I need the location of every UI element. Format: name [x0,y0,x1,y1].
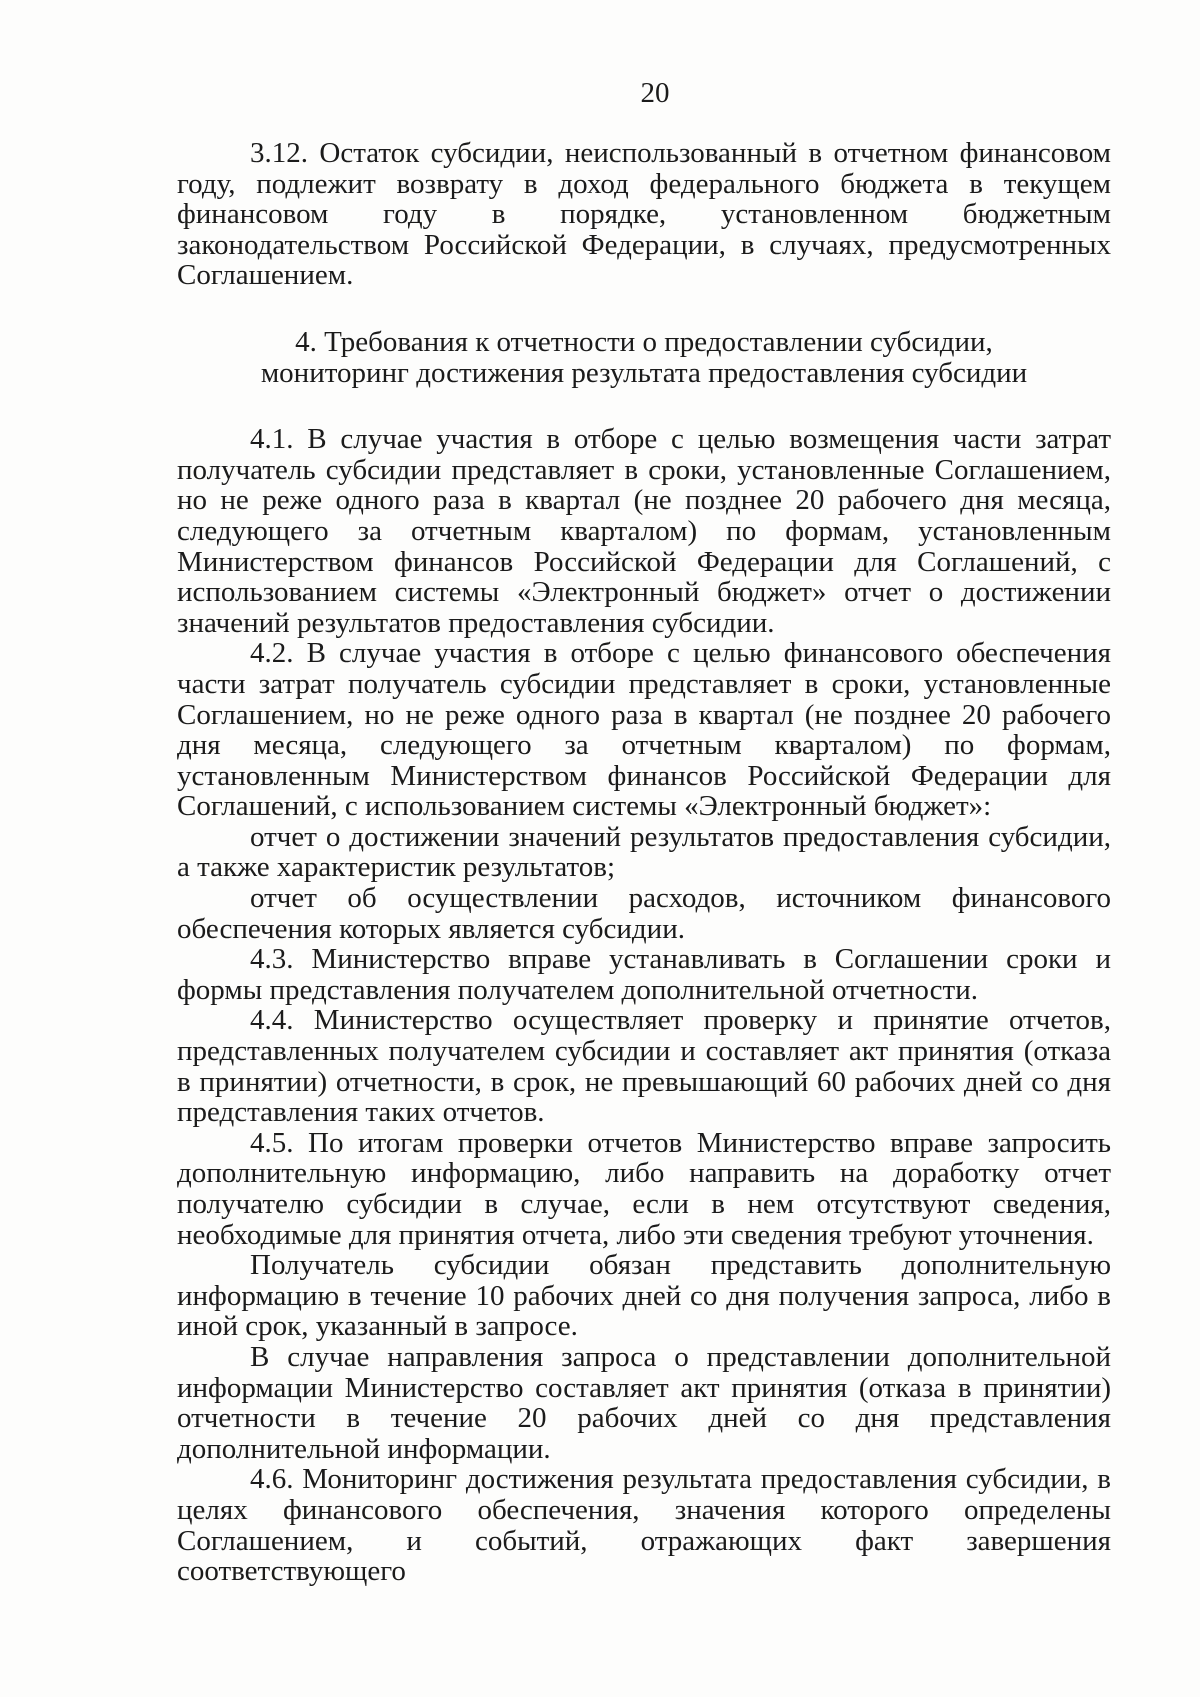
section-title [177,327,1111,388]
page-number: 20 [640,77,670,109]
paragraph-4-2: 4.2. В случае участия в отборе с целью финансового обеспечения части затрат получатель субсидии представляет в сроки, установленные Соглашением, но не реже одного раза в квартал (не позднее 20 рабочего дня месяца, следующего за отчетным кварталом) по формам, установленным Министерством финансов Российской Федерации для Соглашений, с использованием системы «Электронный бюджет»: [177,637,1111,823]
document-body [177,138,1111,1587]
paragraph-4-4: 4.4. Министерство осуществляет проверку и принятие отчетов, представленных получателем субсидии и составляет акт принятия (отказа в принятии) отчетности, в срок, не превышающий 60 рабочих дней со дня представления таких отчетов. [177,1004,1111,1129]
paragraph-4-3: 4.3. Министерство вправе устанавливать в Соглашении сроки и формы представления получателем дополнительной отчетности. [177,943,1111,1006]
section-title-line-1: 4. Требования к отчетности о предоставлении субсидии, [295,325,993,358]
paragraph-4-2-item-1: отчет о достижении значений результатов предоставления субсидии, а также характеристик результатов; [177,820,1111,884]
paragraph-4-5-request: В случае направления запроса о представлении дополнительной информации Министерство составляет акт принятия (отказа в принятии) отчетности в течение 20 рабочих дней со дня представления дополнительной информации. [177,1340,1111,1465]
paragraph-4-5-recipient: Получатель субсидии обязан представить дополнительную информацию в течение 10 рабочих дней со дня получения запроса, либо в иной срок, указанный в запросе. [177,1249,1111,1343]
paragraph-4-6: 4.6. Мониторинг достижения результата предоставления субсидии, в целях финансового обеспечения, значения которого определены Соглашением, и событий, отражающих факт завершения соответствующего [177,1463,1111,1588]
paragraph-4-2-item-2: отчет об осуществлении расходов, источником финансового обеспечения которых является субсидии. [177,882,1111,945]
paragraph-3-12: 3.12. Остаток субсидии, неиспользованный в отчетном финансовом году, подлежит возврату в доход федерального бюджета в текущем финансовом году в порядке, установленном бюджетным законодательством Российской Федерации, в случаях, предусмотренных Соглашением. [177,137,1111,292]
paragraph-4-5: 4.5. По итогам проверки отчетов Министерство вправе запросить дополнительную информацию, либо направить на доработку отчет получателю субсидии в случае, если в нем отсутствуют сведения, необходимые для принятия отчета, либо эти сведения требуют уточнения. [177,1126,1111,1251]
paragraph-4-1: 4.1. В случае участия в отборе с целью возмещения части затрат получатель субсидии представляет в сроки, установленные Соглашением, но не реже одного раза в квартал (не позднее 20 рабочего дня месяца, следующего за отчетным кварталом) по формам, установленным Министерством финансов Российской Федерации для Соглашений, с использованием системы «Электронный бюджет» отчет о достижении значений результатов предоставления субсидии. [177,423,1111,639]
section-title-line-2: мониторинг достижения результата предоставления субсидии [260,356,1028,389]
